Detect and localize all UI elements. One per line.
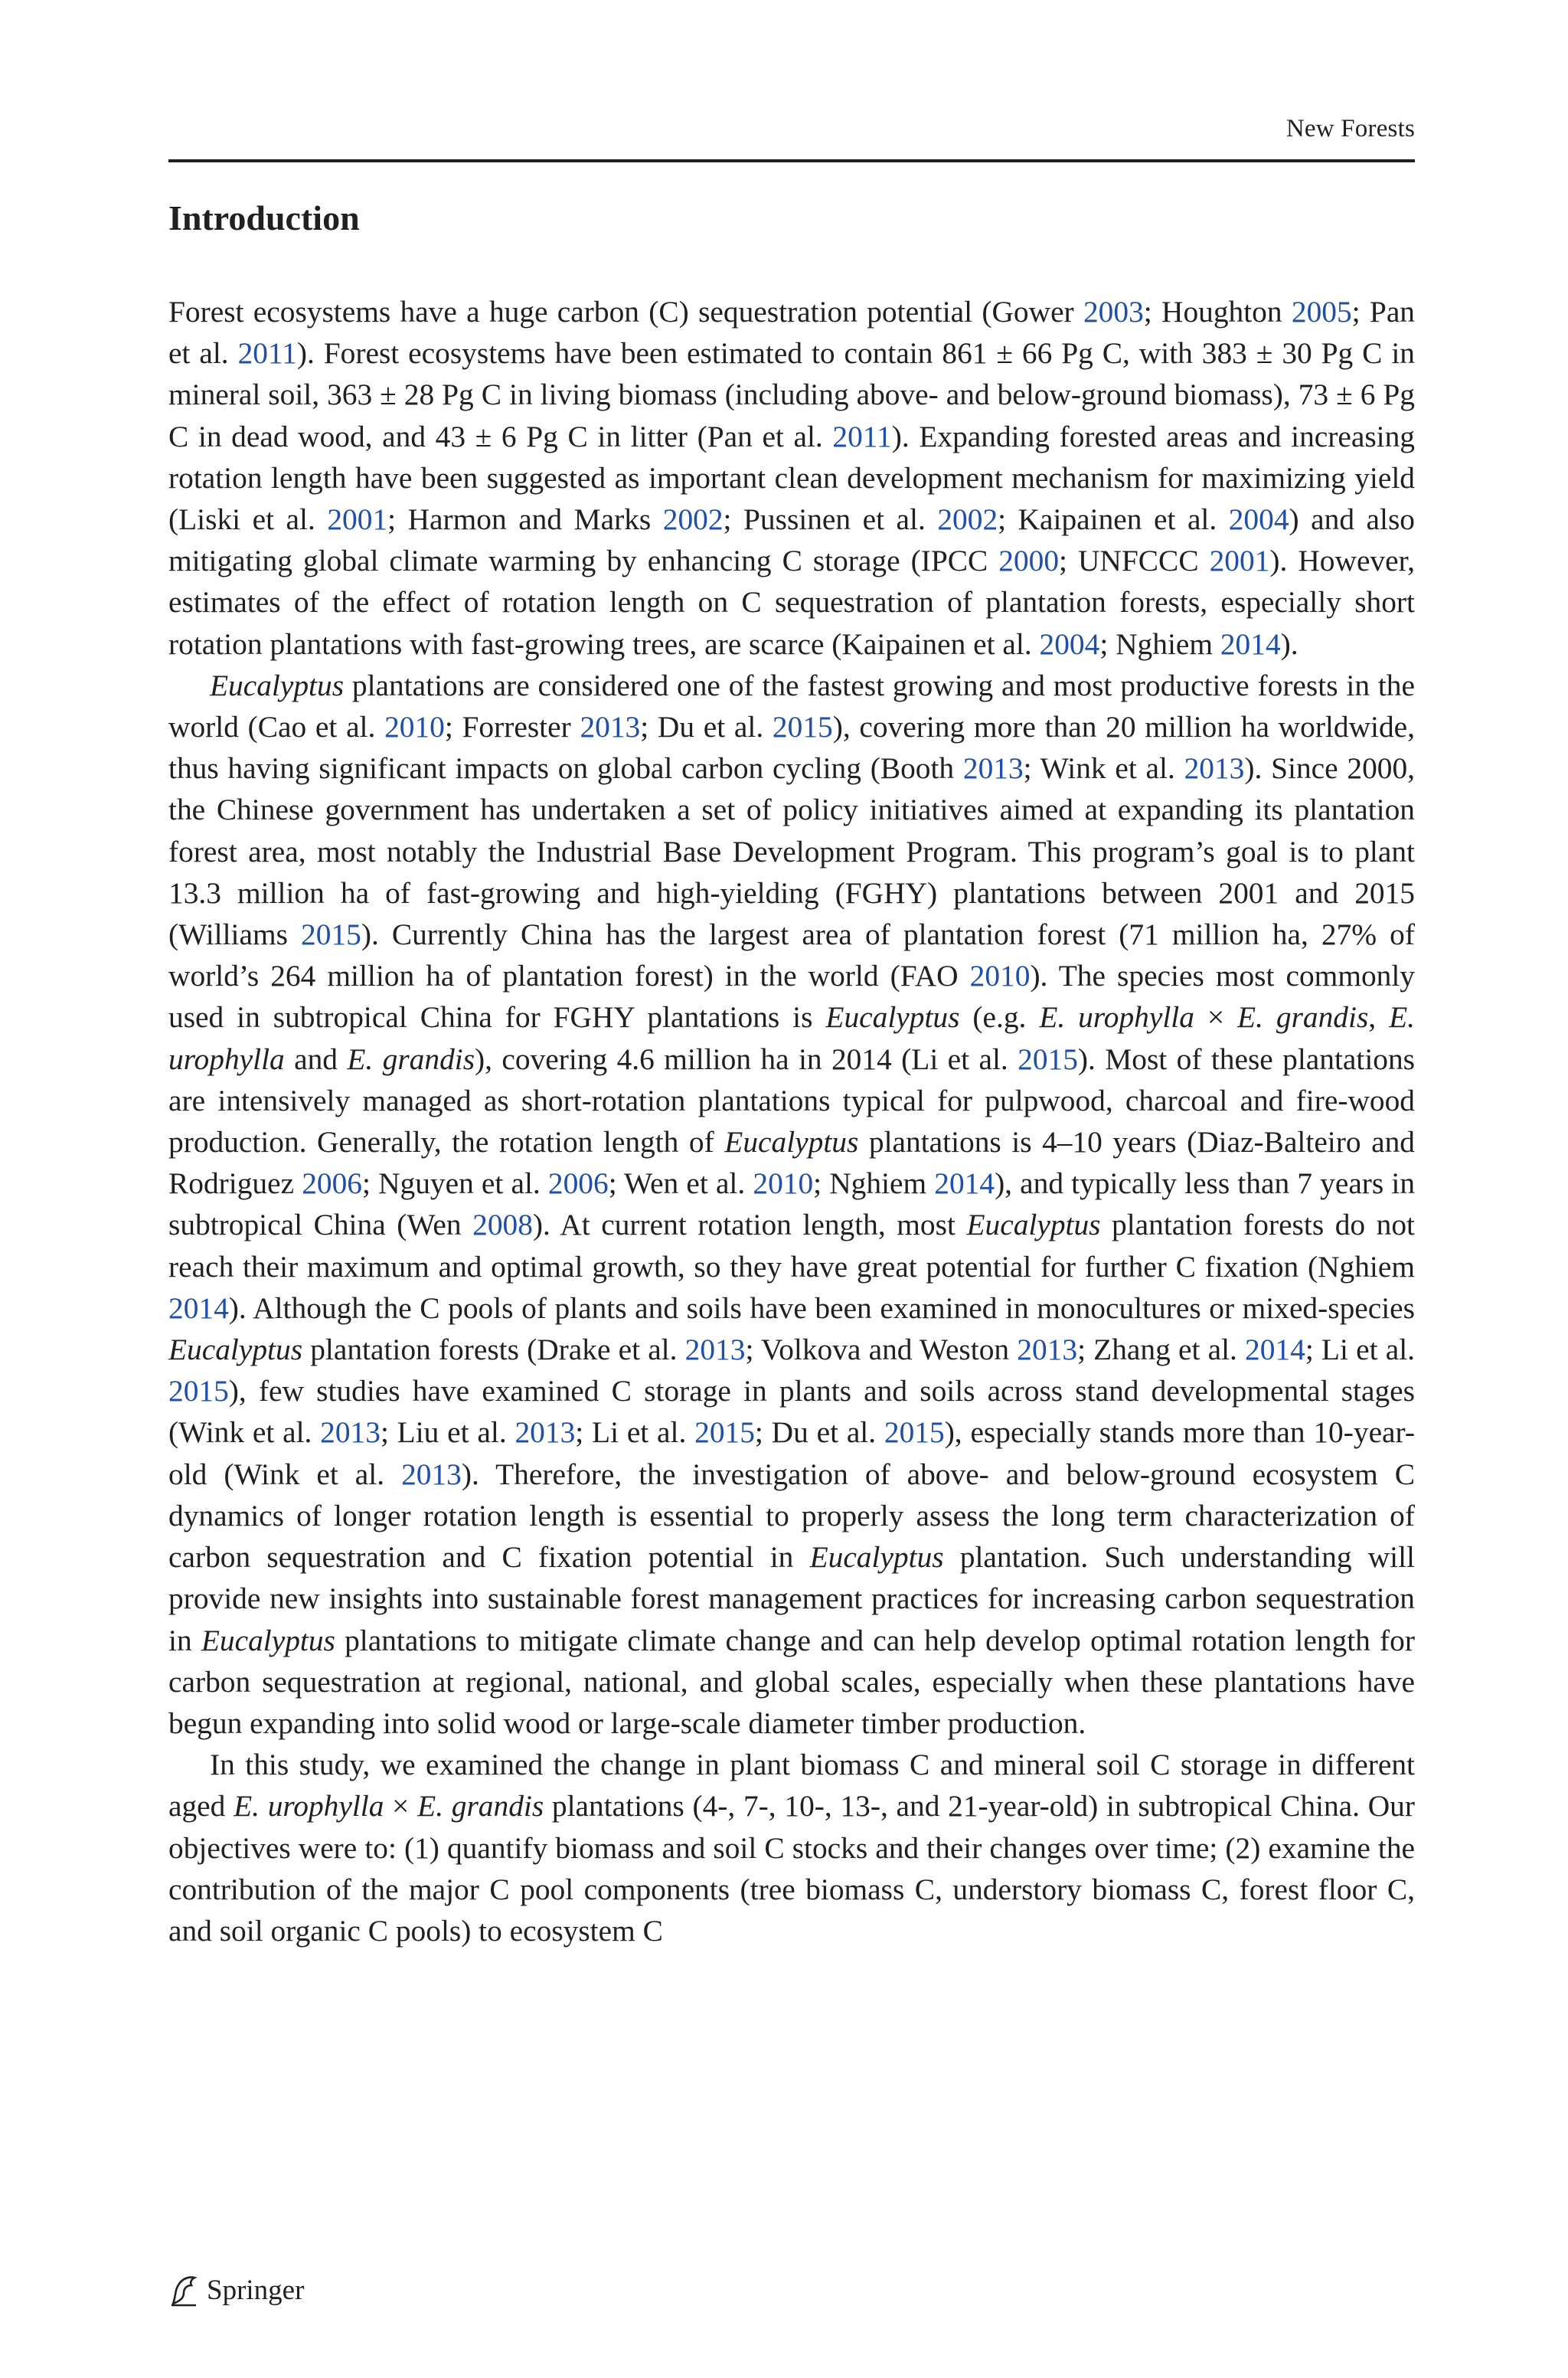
citation-link[interactable]: 2015 xyxy=(694,1415,755,1450)
citation-link[interactable]: 2002 xyxy=(937,502,998,537)
italic-term: Eucalyptus xyxy=(966,1208,1101,1242)
italic-term: Eucalyptus xyxy=(201,1623,335,1657)
paragraph-3: In this study, we examined the change in plant biomass C and mineral soil C storage in different aged E. urophylla × E. grandis plantations (4-, 7-, 10-, 13-, and 21-year-old) in subtropical China. Our objectives were to: (1) quantify biomass and soil C stocks and their changes over time; (2) examine the contribution of the major C pool components (tree biomass C, understory biomass C, forest floor C, and soil organic C pools) to ecosystem C xyxy=(168,1748,1415,1948)
citation-link[interactable]: 2013 xyxy=(514,1415,576,1450)
citation-link[interactable]: 2013 xyxy=(1017,1333,1078,1367)
italic-term: E. grandis xyxy=(1237,1000,1369,1035)
citation-link[interactable]: 2014 xyxy=(1220,626,1281,661)
citation-link[interactable]: 2013 xyxy=(1184,751,1245,786)
citation-link[interactable]: 2000 xyxy=(998,544,1060,578)
italic-term: Eucalyptus xyxy=(809,1540,944,1575)
citation-link[interactable]: 2015 xyxy=(772,710,833,744)
citation-link[interactable]: 2015 xyxy=(168,1374,229,1408)
citation-link[interactable]: 2011 xyxy=(237,336,297,371)
citation-link[interactable]: 2010 xyxy=(969,959,1031,993)
publisher-name: Springer xyxy=(207,2274,305,2306)
citation-link[interactable]: 2011 xyxy=(832,419,892,453)
citation-link[interactable]: 2010 xyxy=(753,1166,814,1201)
paragraph-1: Forest ecosystems have a huge carbon (C) sequestration potential (Gower 2003; Houghton 2005; Pan et al. 2011). Forest ecosystems have been estimated to contain 861 ± 66 Pg C, with 383 ± 30 Pg C in mineral soil, 363 ± 28 Pg C in living biomass (including above- and below-ground biomass), 73 ± 6 Pg C in dead wood, and 43 ± 6 Pg C in litter (Pan et al. 2011). Expanding forested areas and increasing rotation length have been suggested as important clean development mechanism for maximizing yield (Liski et al. 2001; Harmon and Marks 2002; Pussinen et al. 2002; Kaipainen et al. 2004) and also mitigating global climate warming by enhancing C storage (IPCC 2000; UNFCCC 2001). However, estimates of the effect of rotation length on C sequestration of plantation forests, especially short rotation plantations with fast-growing trees, are scarce (Kaipainen et al. 2004; Nghiem 2014). xyxy=(168,295,1416,661)
citation-link[interactable]: 2010 xyxy=(384,710,445,744)
section-title: Introduction xyxy=(168,198,360,237)
article-body xyxy=(168,291,1415,1951)
citation-link[interactable]: 2015 xyxy=(1018,1042,1078,1076)
italic-term: Eucalyptus xyxy=(724,1125,859,1160)
citation-link[interactable]: 2013 xyxy=(320,1415,381,1450)
italic-term: Eucalyptus xyxy=(168,1333,303,1367)
italic-term: E. urophylla xyxy=(168,1000,1415,1076)
citation-link[interactable]: 2004 xyxy=(1228,502,1289,537)
citation-link[interactable]: 2013 xyxy=(580,710,641,744)
citation-link[interactable]: 2001 xyxy=(327,502,388,537)
italic-term: Eucalyptus xyxy=(210,668,345,702)
citation-link[interactable]: 2014 xyxy=(168,1290,229,1325)
italic-term: E. urophylla xyxy=(234,1789,384,1824)
citation-link[interactable]: 2015 xyxy=(884,1415,945,1450)
citation-link[interactable]: 2002 xyxy=(662,502,724,537)
italic-term: E. grandis xyxy=(347,1042,475,1076)
citation-link[interactable]: 2001 xyxy=(1209,544,1270,578)
citation-link[interactable]: 2005 xyxy=(1291,295,1352,329)
citation-link[interactable]: 2013 xyxy=(962,751,1024,786)
publisher-footer xyxy=(168,2273,304,2307)
citation-link[interactable]: 2013 xyxy=(684,1333,746,1367)
header-rule xyxy=(168,159,1415,162)
citation-link[interactable]: 2013 xyxy=(401,1457,462,1491)
italic-term: E. grandis xyxy=(417,1789,544,1824)
citation-link[interactable]: 2004 xyxy=(1039,626,1100,661)
paragraph-2: Eucalyptus plantations are considered one of the fastest growing and most productive forests in the world (Cao et al. 2010; Forrester 2013; Du et al. 2015), covering more than 20 million ha worldwide, thus having significant impacts on global carbon cycling (Booth 2013; Wink et al. 2013). Since 2000, the Chinese government has undertaken a set of policy initiatives aimed at expanding its plantation forest area, most notably the Industrial Base Development Program. This program’s goal is to plant 13.3 million ha of fast-growing and high-yielding (FGHY) plantations between 2001 and 2015 (Williams 2015). Currently China has the largest area of plantation forest (71 million ha, 27% of world’s 264 million ha of plantation forest) in the world (FAO 2010). The species most commonly used in subtropical China for FGHY plantations is Eucalyptus (e.g. E. urophylla × E. grandis, E. urophylla and E. grandis), covering 4.6 million ha in 2014 (Li et al. 2015). Most of these plantations are intensively managed as short-rotation plantations typical for pulpwood, charcoal and fire-wood production. Generally, the rotation length of Eucalyptus plantations is 4–10 years (Diaz-Balteiro and Rodriguez 2006; Nguyen et al. 2006; Wen et al. 2010; Nghiem 2014), and typically less than 7 years in subtropical China (Wen 2008). At current rotation length, most Eucalyptus plantation forests do not reach their maximum and optimal growth, so they have great potential for further C fixation (Nghiem 2014). Although the C pools of plants and soils have been examined in monocultures or mixed-species Eucalyptus plantation forests (Drake et al. 2013; Volkova and Weston 2013; Zhang et al. 2014; Li et al. 2015), few studies have examined C storage in plants and soils across stand developmental stages (Wink et al. 2013; Liu et al. 2013; Li et al. 2015; Du et al. 2015), especially stands more than 10-year-old (Wink et al. 2013). Therefore, the investigation of above- and below-ground ecosystem C dynamics of longer rotation length is essential to properly assess the long term characterization of carbon sequestration and C fixation potential in Eucalyptus plantation. Such understanding will provide new insights into sustainable forest management practices for increasing carbon sequestration in Eucalyptus plantations to mitigate climate change and can help develop optimal rotation length for carbon sequestration at regional, national, and global scales, especially when these plantations have begun expanding into solid wood or large-scale diameter timber production. xyxy=(168,668,1416,1740)
journal-name: New Forests xyxy=(1285,115,1415,142)
citation-link[interactable]: 2015 xyxy=(301,918,361,952)
italic-term: E. urophylla xyxy=(1039,1000,1194,1035)
citation-link[interactable]: 2014 xyxy=(1245,1333,1305,1367)
citation-link[interactable]: 2006 xyxy=(302,1166,362,1201)
citation-link[interactable]: 2014 xyxy=(934,1166,995,1201)
citation-link[interactable]: 2008 xyxy=(472,1208,533,1242)
citation-link[interactable]: 2006 xyxy=(547,1166,609,1201)
citation-link[interactable]: 2003 xyxy=(1083,295,1144,329)
springer-horse-icon xyxy=(168,2273,199,2307)
italic-term: Eucalyptus xyxy=(825,1000,960,1035)
